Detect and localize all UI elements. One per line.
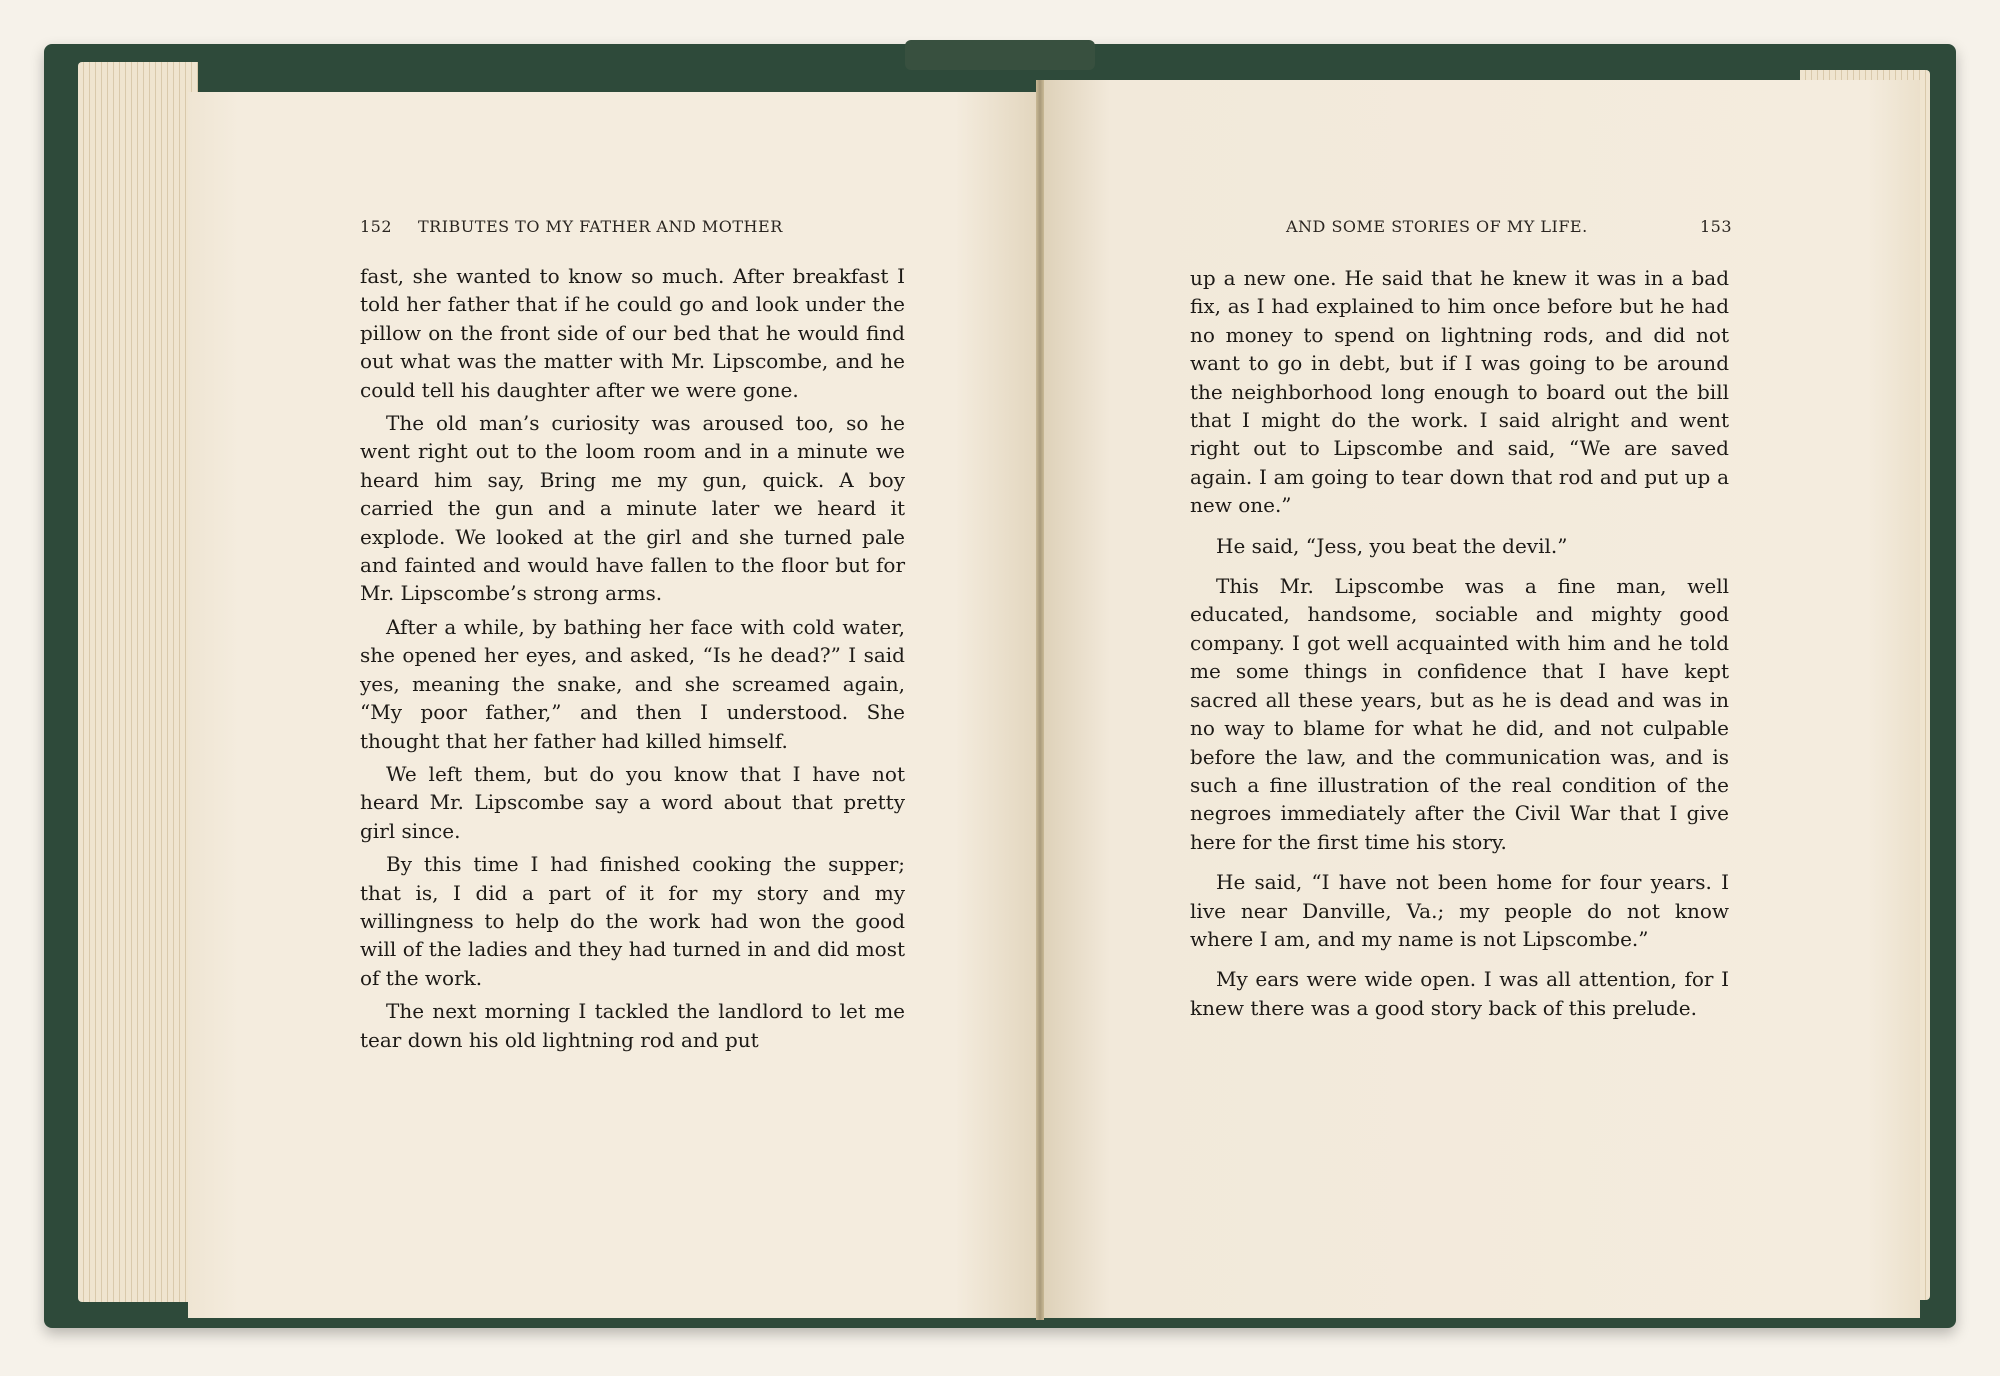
paragraph: This Mr. Lipscombe was a fine man, well educated, handsome, sociable and mighty good company. I got well acquainted with him and he told me some things in confidence that I have kept sacred all these years, but as he is dead and was in no way to blame for what he did, and not culpable before the law, and the communication was, and is such a fine illustration of the real condition of the negroes immediately after the Civil War that I give here for the first time his story. xyxy=(1190,574,1729,854)
paragraph: He said, “Jess, you beat the devil.” xyxy=(1216,533,1568,558)
left-page-text xyxy=(360,262,905,1059)
paragraph: After a while, by bathing her face with cold water, she opened her eyes, and asked, “Is he dead?” I said yes, meaning the snake, and she screamed again, “My poor father,” and then I understood. She thought that her father had killed himself. xyxy=(360,614,905,753)
paragraph: By this time I had finished cooking the supper; that is, I did a part of it for my story and my willingness to help do the work had won the good will of the ladies and they had turned in and did most of the work. xyxy=(360,852,905,990)
paragraph: He said, “I have not been home for four years. I live near Danville, Va.; my people do not know where I am, and my name is not Lipscombe.” xyxy=(1190,870,1729,951)
paragraph: The old man’s curiosity was aroused too, so he went right out to the loom room and in a minute we heard him say, Bring me my gun, quick. A boy carried the gun and a minute later we heard it explode. We looked at the girl and she turned pale and fainted and would have fallen to the floor but for Mr. Lipscombe’s strong arms. xyxy=(360,411,905,606)
right-running-head: AND SOME STORIES OF MY LIFE. xyxy=(1286,217,1588,236)
book-gutter xyxy=(1036,80,1044,1320)
paragraph: We left them, but do you know that I have not heard Mr. Lipscombe say a word about that pretty girl since. xyxy=(360,761,905,843)
book-spine xyxy=(905,40,1095,70)
paragraph: fast, she wanted to know so much. After breakfast I told her father that if he could go and look under the pillow on the front side of our bed that he would find out what was the matter with Mr. Lipscombe, and he could tell his daughter after we were gone. xyxy=(360,264,905,402)
left-running-head: TRIBUTES TO MY FATHER AND MOTHER xyxy=(418,217,783,236)
paragraph: The next morning I tackled the landlord to let me tear down his old lightning rod and put xyxy=(360,999,905,1052)
paragraph: My ears were wide open. I was all attention, for I knew there was a good story back of this prelude. xyxy=(1190,967,1729,1020)
right-page-number: 153 xyxy=(1700,217,1733,236)
left-page-edges xyxy=(78,62,198,1302)
right-page-text xyxy=(1190,264,1729,1034)
paragraph: up a new one. He said that he knew it was in a bad fix, as I had explained to him once before but he had no money to spend on lightning rods, and did not want to go in debt, but if I was going to be around the neighborhood long enough to board out the bill that I might do the work. I said alright and went right out to Lipscombe and said, “We are saved again. I am going to tear down that rod and put up a new one.” xyxy=(1190,266,1729,518)
left-page-number: 152 xyxy=(360,217,393,236)
